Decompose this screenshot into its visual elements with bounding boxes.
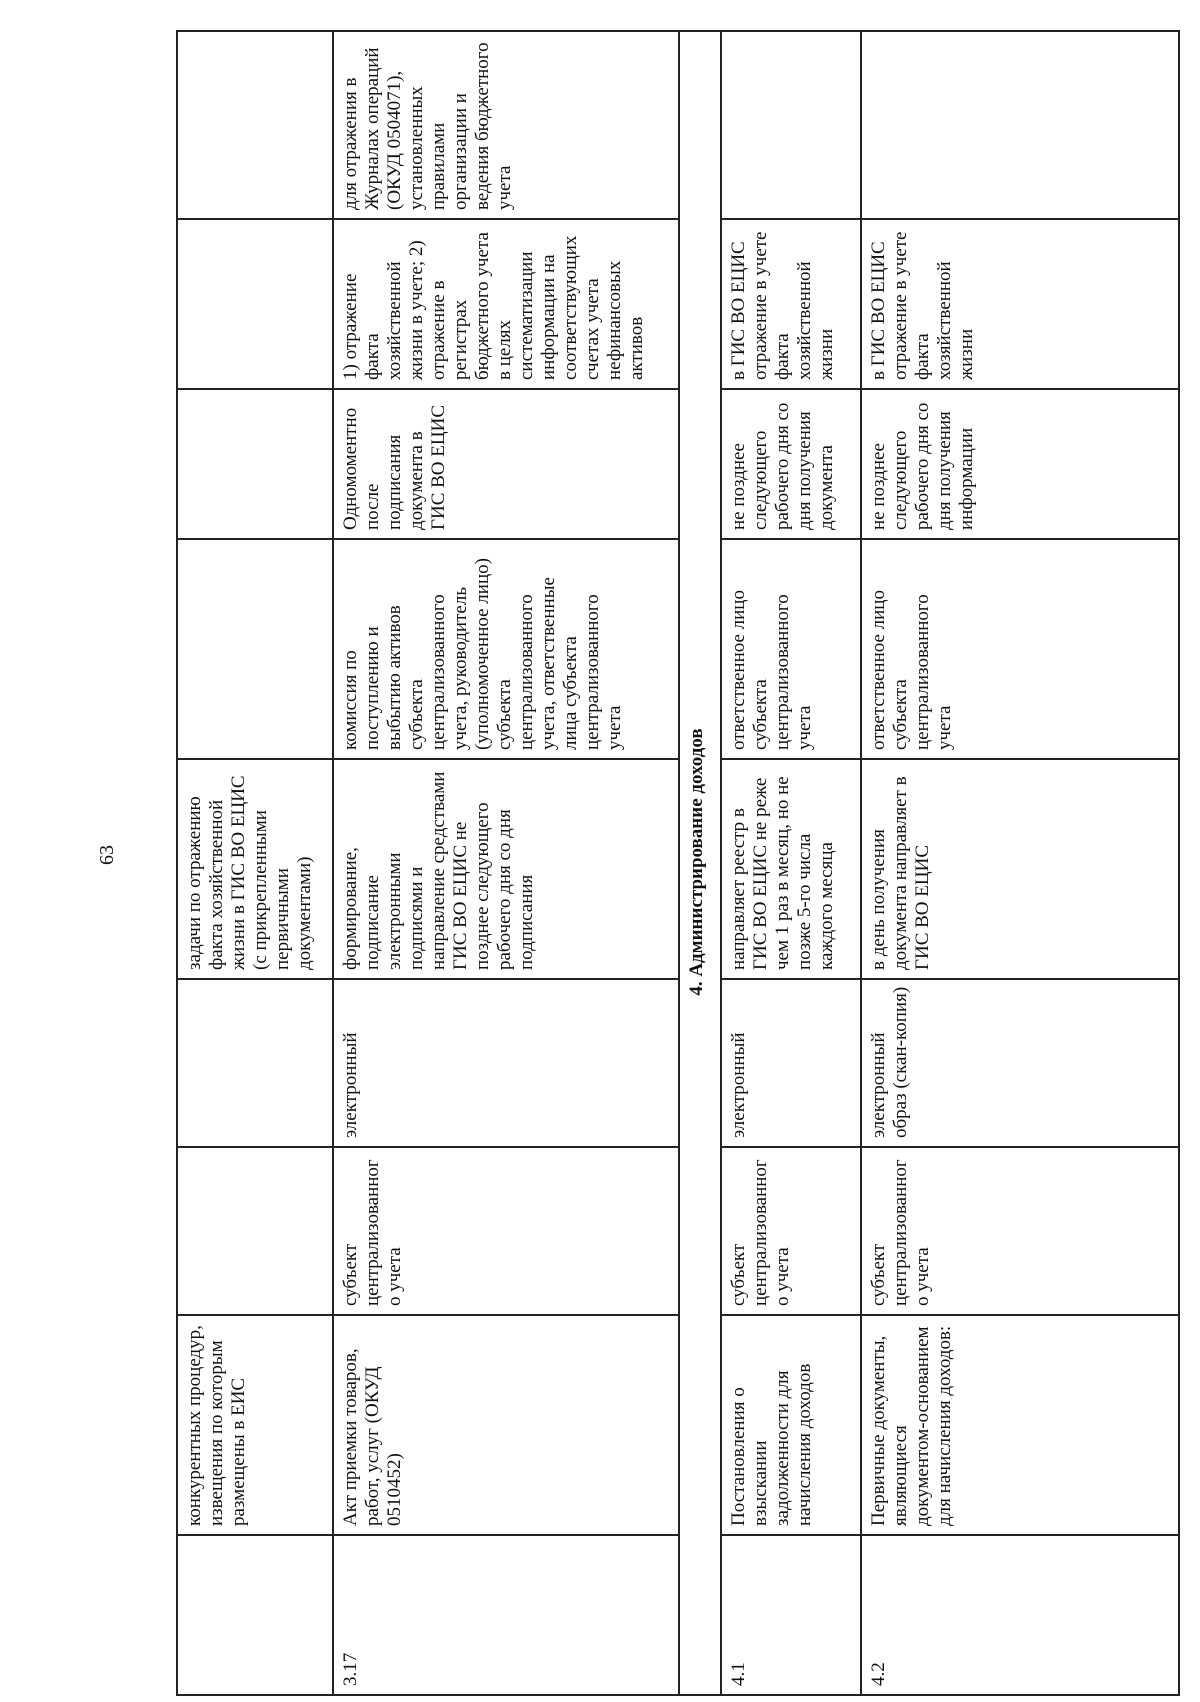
purpose-cell <box>177 219 333 389</box>
procedure-cell: задачи по отражению факта хозяйственной жизни в ГИС ВО ЕЦИС (с прикрепленными первичными документами) <box>177 759 333 979</box>
deadline-cell: не позднее следующего рабочего дня со дня получения информации <box>861 389 1179 539</box>
format-cell: электронный <box>333 979 679 1147</box>
creator-cell: субъект централизованного учета <box>861 1147 1179 1315</box>
creator-cell <box>177 1147 333 1315</box>
format-cell: электронный <box>721 979 861 1147</box>
creator-cell: субъект централизованного учета <box>721 1147 861 1315</box>
usage-cell <box>177 31 333 219</box>
table-row <box>861 31 1179 1695</box>
document-table <box>176 30 1180 1696</box>
usage-cell: для отражения в Журналах операций (ОКУД 0504071), установленных правилами организации и ведения бюджетного учета <box>333 31 679 219</box>
row-number-cell: 4.1 <box>721 1535 861 1695</box>
responsible-cell: ответственное лицо субъекта централизованного учета <box>861 539 1179 759</box>
document-name-cell: Акт приемки товаров, работ, услуг (ОКУД 0510452) <box>333 1315 679 1535</box>
responsible-cell <box>177 539 333 759</box>
format-cell <box>177 979 333 1147</box>
responsible-cell: ответственное лицо субъекта централизованного учета <box>721 539 861 759</box>
table-row <box>333 31 679 1695</box>
row-number-cell: 4.2 <box>861 1535 1179 1695</box>
table-row <box>721 31 861 1695</box>
rotated-table-wrapper <box>176 32 1180 1696</box>
procedure-cell: направляет реестр в ГИС ВО ЕЦИС не реже чем 1 раз в месяц, но не позже 5-го числа каждого месяца <box>721 759 861 979</box>
page-number: 63 <box>96 845 118 865</box>
section-title: 4. Администрирование доходов <box>679 31 721 1695</box>
deadline-cell: не позднее следующего рабочего дня со дня получения документа <box>721 389 861 539</box>
usage-cell <box>861 31 1179 219</box>
deadline-cell: Одномоментно после подписания документа в ГИС ВО ЕЦИС <box>333 389 679 539</box>
procedure-cell: в день получения документа направляет в ГИС ВО ЕЦИС <box>861 759 1179 979</box>
usage-cell <box>721 31 861 219</box>
responsible-cell: комиссия по поступлению и выбытию активов субъекта централизованного учета, руководитель (уполномоченное лицо) субъекта централизованного учета, ответственные лица субъекта централизованного учета <box>333 539 679 759</box>
procedure-cell: формирование, подписание электронными подписями и направление средствами ГИС ВО ЕЦИС не позднее следующего рабочего дня со дня подписания <box>333 759 679 979</box>
document-name-cell: Постановления о взыскании задолженности для начисления доходов <box>721 1315 861 1535</box>
row-number-cell <box>177 1535 333 1695</box>
purpose-cell: в ГИС ВО ЕЦИС отражение в учете факта хозяйственной жизни <box>721 219 861 389</box>
deadline-cell <box>177 389 333 539</box>
format-cell: электронный образ (скан-копия) <box>861 979 1179 1147</box>
document-name-cell: конкурентных процедур, извещения по которым размещены в ЕИС <box>177 1315 333 1535</box>
table-row <box>177 31 333 1695</box>
row-number-cell: 3.17 <box>333 1535 679 1695</box>
purpose-cell: 1) отражение факта хозяйственной жизни в учете; 2) отражение в регистрах бюджетного учета в целях систематизации информации на соответствующих счетах учета нефинансовых активов <box>333 219 679 389</box>
purpose-cell: в ГИС ВО ЕЦИС отражение в учете факта хозяйственной жизни <box>861 219 1179 389</box>
section-row <box>679 31 721 1695</box>
creator-cell: субъект централизованного учета <box>333 1147 679 1315</box>
document-name-cell: Первичные документы, являющиеся документом-основанием для начисления доходов: <box>861 1315 1179 1535</box>
